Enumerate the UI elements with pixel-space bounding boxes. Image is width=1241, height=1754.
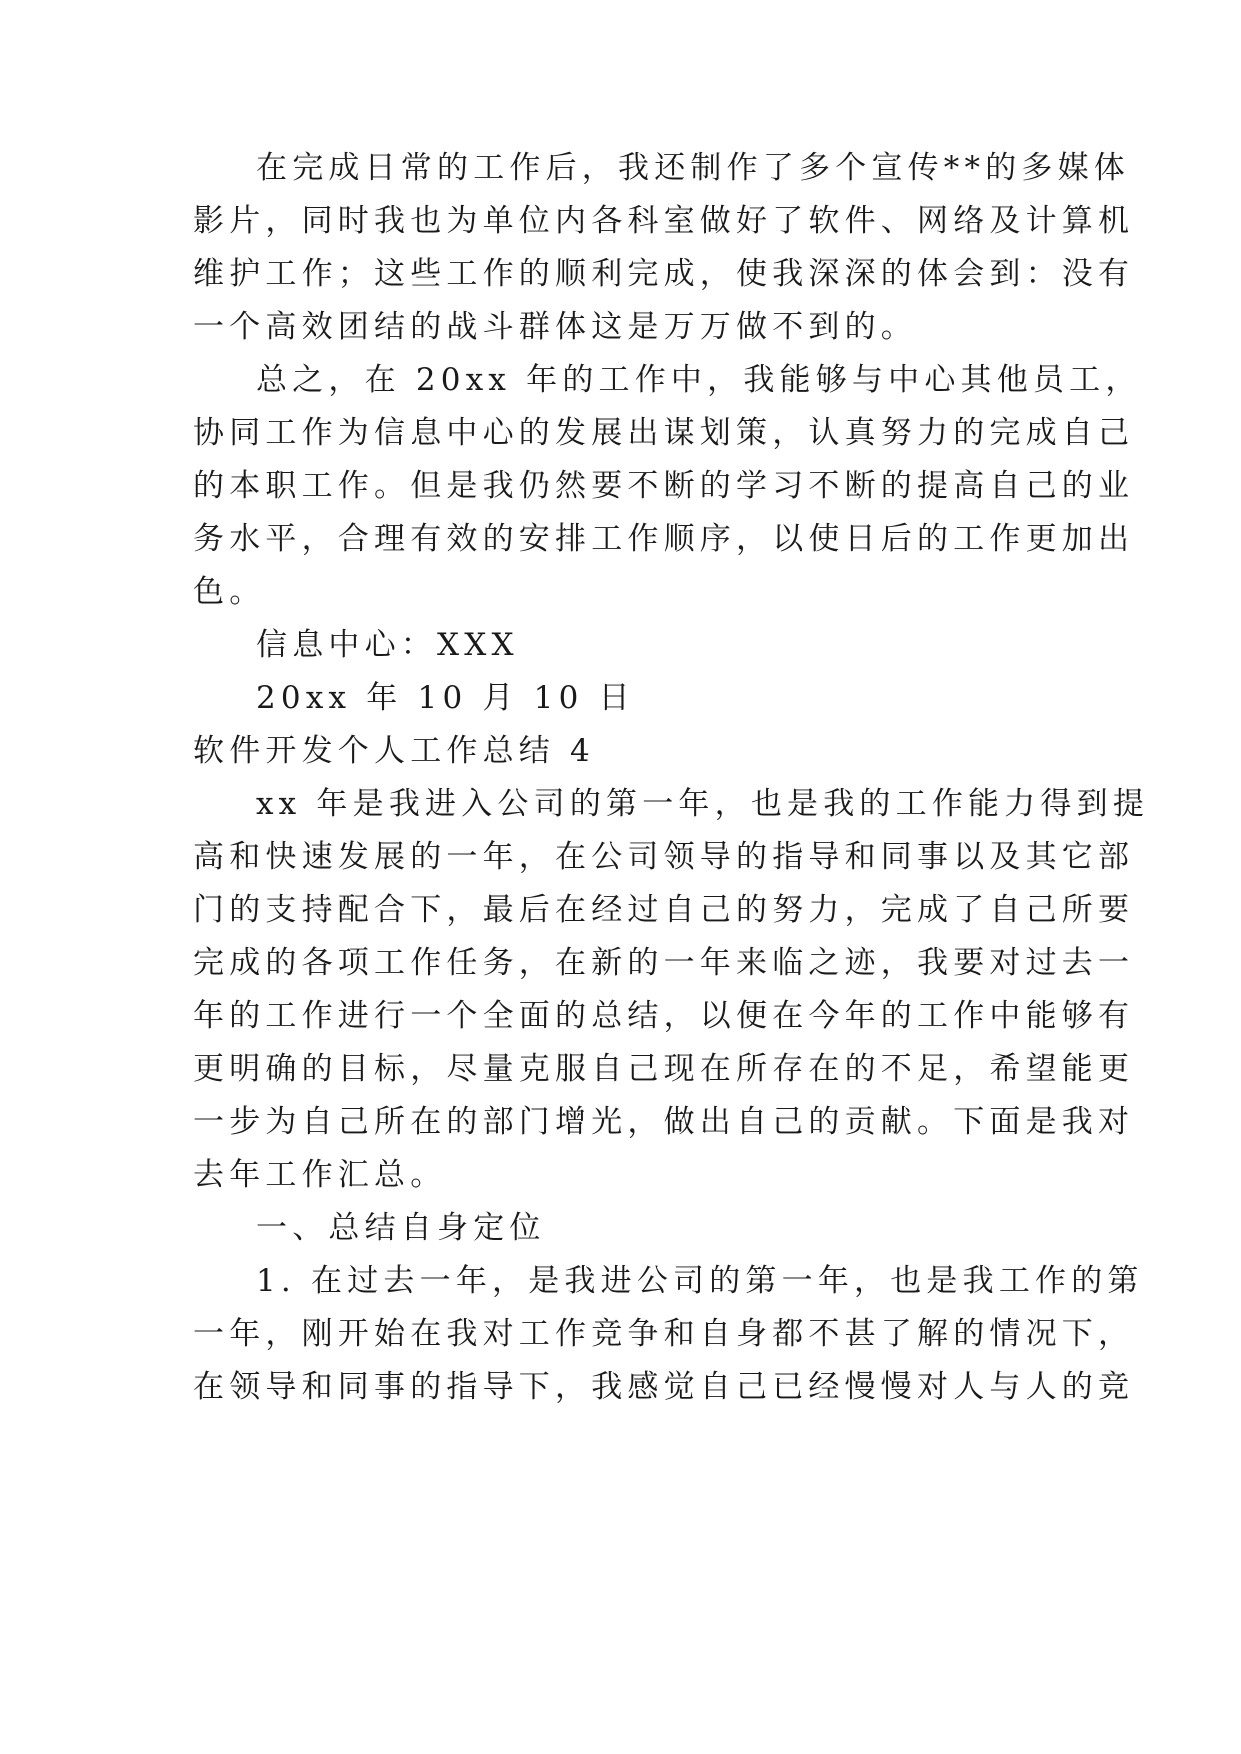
text-line: 更明确的目标，尽量克服自己现在所存在的不足，希望能更 [193, 1051, 1135, 1087]
text-line: 年的工作进行一个全面的总结，以便在今年的工作中能够有 [193, 998, 1135, 1034]
text-line: 协同工作为信息中心的发展出谋划策，认真努力的完成自己 [193, 415, 1135, 451]
signature-date: 20xx 年 10 月 10 日 [256, 680, 635, 716]
text-line: 高和快速发展的一年，在公司领导的指导和同事以及其它部 [193, 839, 1135, 875]
text-line: 去年工作汇总。 [193, 1157, 447, 1193]
subsection-heading: 一、总结自身定位 [256, 1210, 546, 1246]
text-line: 维护工作；这些工作的顺利完成，使我深深的体会到：没有 [193, 256, 1135, 292]
text-line: 色。 [193, 574, 266, 610]
text-line: 一个高效团结的战斗群体这是万万做不到的。 [193, 309, 917, 345]
text-line: 门的支持配合下，最后在经过自己的努力，完成了自己所要 [193, 892, 1135, 928]
text-line: 一年，刚开始在我对工作竞争和自身都不甚了解的情况下， [193, 1316, 1135, 1352]
text-line: 务水平，合理有效的安排工作顺序，以使日后的工作更加出 [193, 521, 1135, 557]
signature-department: 信息中心：XXX [256, 627, 519, 663]
text-line: 一步为自己所在的部门增光，做出自己的贡献。下面是我对 [193, 1104, 1135, 1140]
text-line: xx 年是我进入公司的第一年，也是我的工作能力得到提 [256, 786, 1150, 822]
text-line: 完成的各项工作任务，在新的一年来临之迹，我要对过去一 [193, 945, 1135, 981]
text-line: 的本职工作。但是我仍然要不断的学习不断的提高自己的业 [193, 468, 1135, 504]
text-line: 总之，在 20xx 年的工作中，我能够与中心其他员工， [256, 362, 1142, 398]
text-line: 影片，同时我也为单位内各科室做好了软件、网络及计算机 [193, 203, 1135, 239]
section-heading: 软件开发个人工作总结 4 [193, 733, 595, 769]
text-line: 在领导和同事的指导下，我感觉自己已经慢慢对人与人的竞 [193, 1369, 1135, 1405]
text-line: 1. 在过去一年，是我进公司的第一年，也是我工作的第 [256, 1263, 1144, 1299]
text-line: 在完成日常的工作后，我还制作了多个宣传**的多媒体 [256, 150, 1130, 186]
